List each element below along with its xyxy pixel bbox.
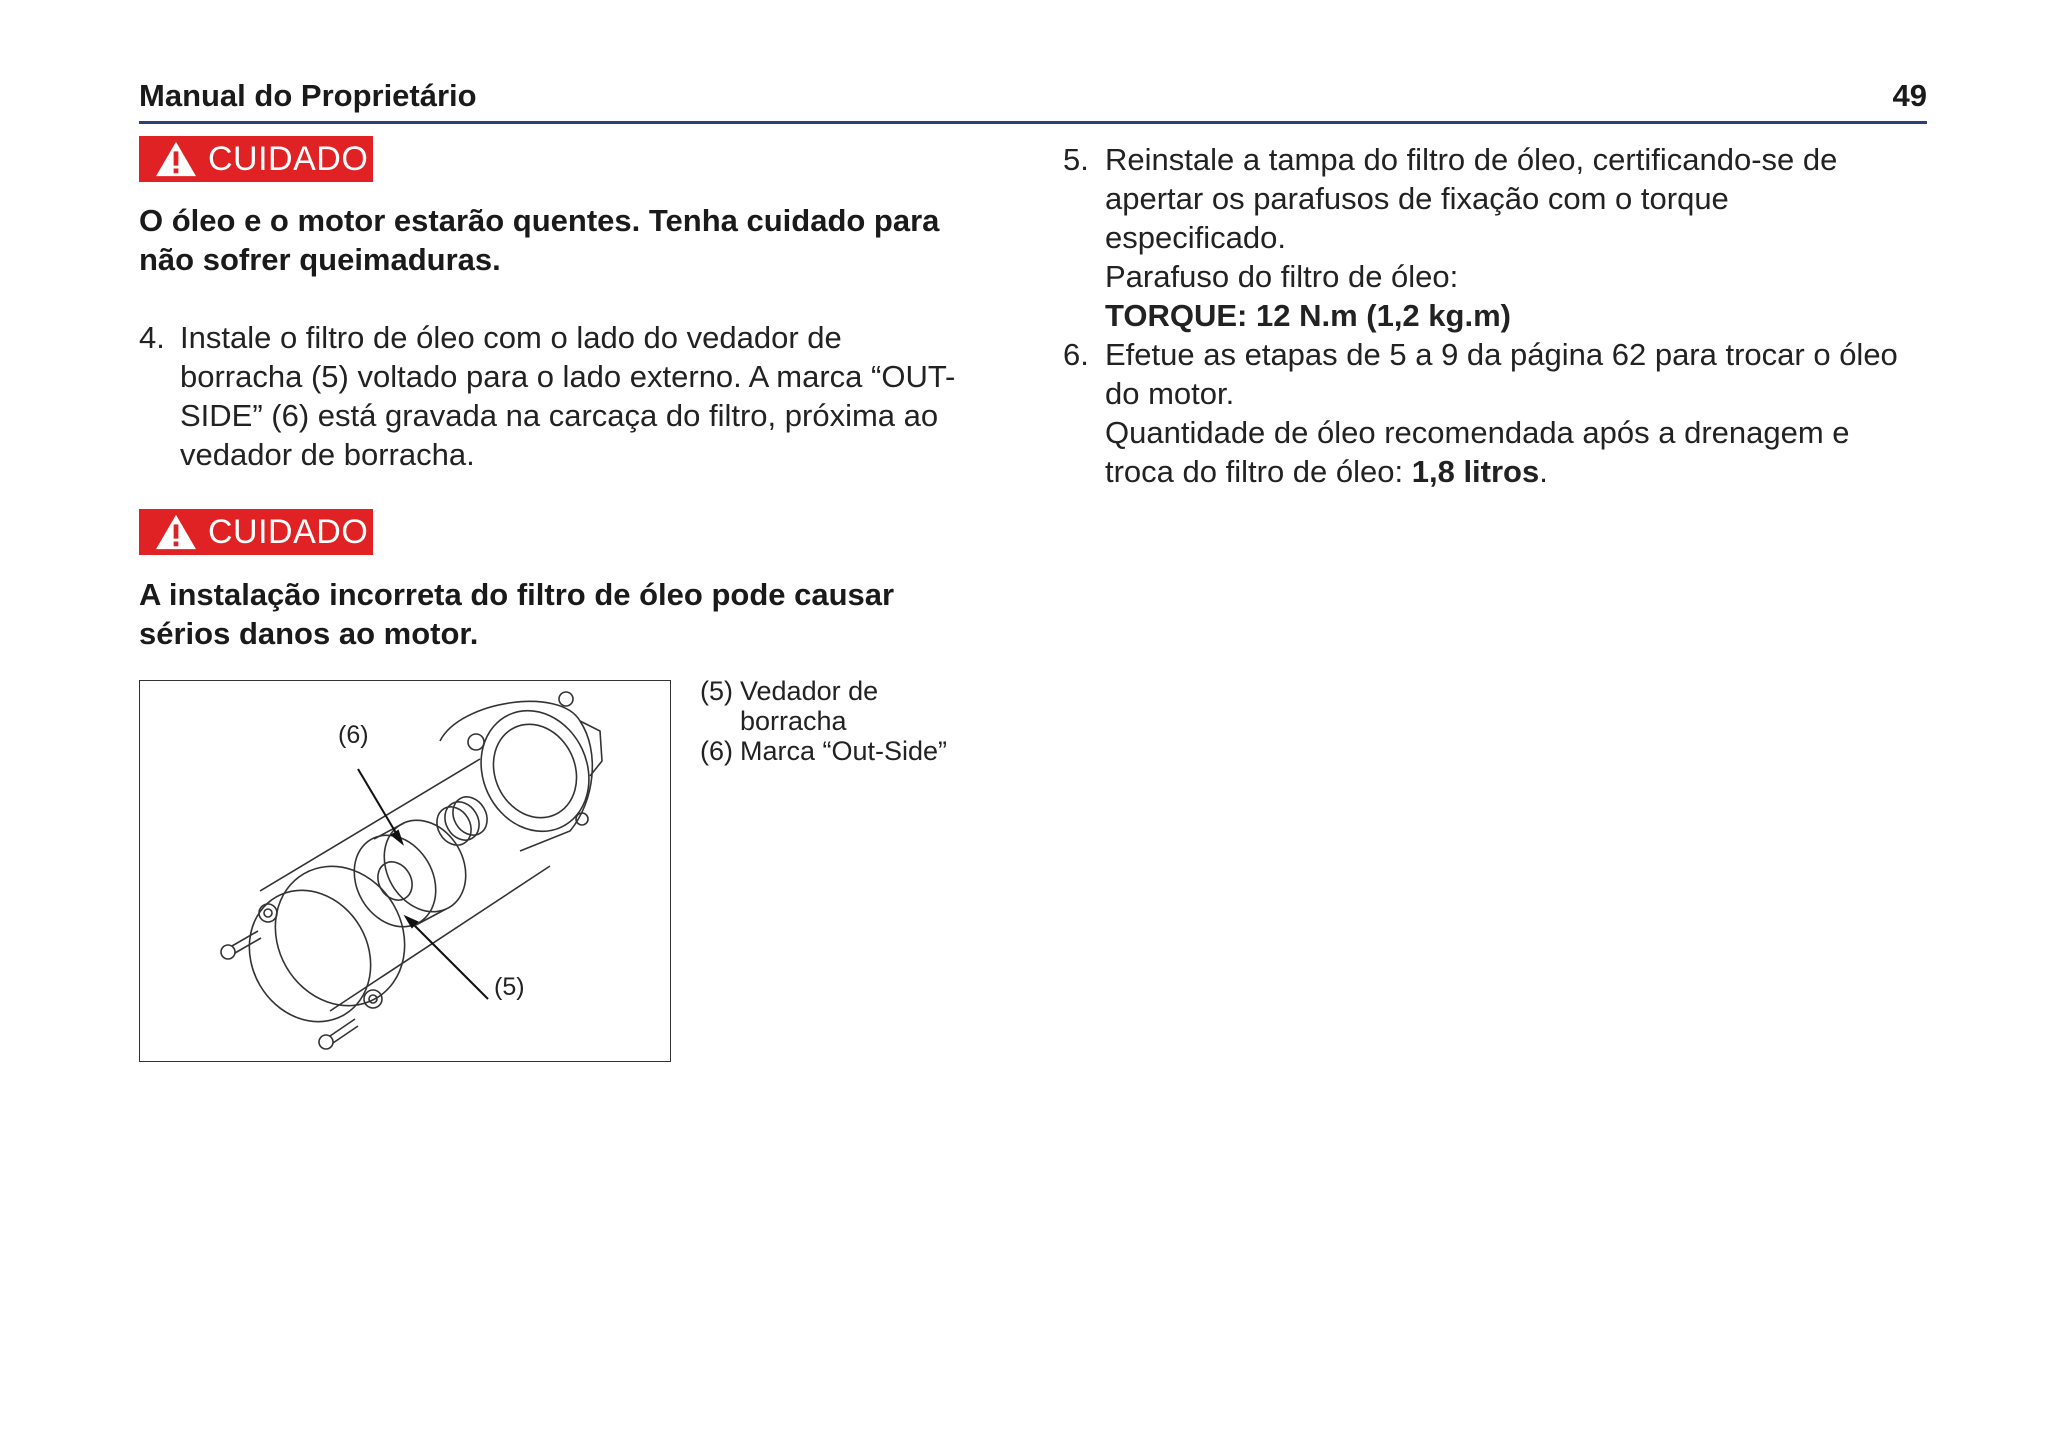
step-line: apertar os parafusos de fixação com o torque: [1105, 181, 1729, 216]
oil-filter-drawing: [140, 681, 670, 1061]
step-4: [139, 318, 999, 474]
warning-hot-oil: [139, 201, 989, 279]
caution-badge: [139, 509, 373, 555]
step-6: [1063, 335, 1943, 491]
page-number: 49: [1892, 78, 1927, 113]
step-line: Reinstale a tampa do filtro de óleo, certificando-se de: [1105, 142, 1838, 177]
legend-item-5-cont: [700, 706, 947, 736]
warning-line: não sofrer queimaduras.: [139, 242, 501, 277]
legend-item-6: [700, 736, 947, 766]
callout-6: (6): [338, 721, 369, 749]
caution-label: CUIDADO: [208, 512, 369, 551]
step-line: Quantidade de óleo recomendada após a drenagem e: [1105, 415, 1850, 450]
warning-triangle-icon: [153, 513, 199, 551]
legend-text: borracha: [740, 706, 847, 736]
legend-item-5: [700, 676, 947, 706]
caution-badge: [139, 136, 373, 182]
step-line: Instale o filtro de óleo com o lado do vedador de: [180, 320, 842, 355]
warning-line: A instalação incorreta do filtro de óleo pode causar: [139, 577, 895, 612]
figure-legend: [700, 676, 947, 766]
oil-quantity: 1,8 litros: [1411, 454, 1540, 489]
warning-incorrect-install: [139, 575, 989, 653]
callout-5: (5): [494, 973, 525, 1001]
oil-filter-illustration: [139, 680, 671, 1062]
step-line: vedador de borracha.: [180, 437, 475, 472]
step-line-quantity: [1105, 452, 1943, 491]
step-line: do motor.: [1105, 376, 1235, 411]
legend-text: Marca “Out-Side”: [740, 736, 948, 766]
step-line: SIDE” (6) está gravada na carcaça do filtro, próxima ao: [180, 398, 939, 433]
step-line: especificado.: [1105, 220, 1286, 255]
step-number: 6.: [1063, 337, 1089, 372]
step-line: Efetue as etapas de 5 a 9 da página 62 para trocar o óleo: [1105, 337, 1898, 372]
quantity-suffix: .: [1539, 454, 1548, 489]
legend-mark: (5): [700, 676, 733, 706]
warning-triangle-icon: [153, 140, 199, 178]
quantity-prefix: troca do filtro de óleo:: [1105, 454, 1412, 489]
warning-line: sérios danos ao motor.: [139, 616, 479, 651]
step-number: 4.: [139, 320, 165, 355]
step-number: 5.: [1063, 142, 1089, 177]
header-rule: [139, 121, 1927, 124]
step-5: [1063, 140, 1943, 335]
legend-text: Vedador de: [740, 676, 879, 706]
legend-mark: (6): [700, 736, 733, 766]
page-title: Manual do Proprietário: [139, 78, 477, 113]
warning-line: O óleo e o motor estarão quentes. Tenha cuidado para: [139, 203, 940, 238]
step-line: Parafuso do filtro de óleo:: [1105, 259, 1459, 294]
caution-label: CUIDADO: [208, 139, 369, 178]
step-line: borracha (5) voltado para o lado externo. A marca “OUT-: [180, 359, 956, 394]
torque-spec: TORQUE: 12 N.m (1,2 kg.m): [1105, 298, 1511, 333]
